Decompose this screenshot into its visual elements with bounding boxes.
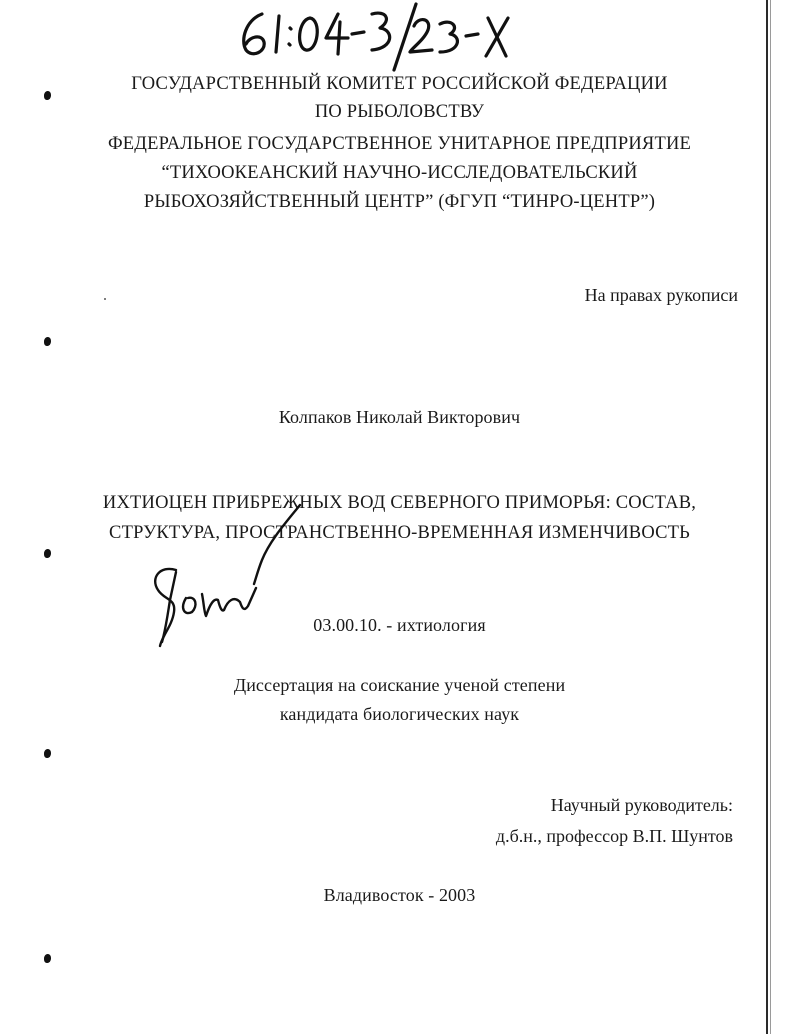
author-name: Колпаков Николай Викторович (278, 407, 521, 427)
supervisor-label: Научный руководитель: (550, 795, 733, 815)
degree-line: кандидата биологических наук (279, 704, 520, 724)
punch-hole-mark (44, 954, 51, 963)
dissertation-title-line: СТРУКТУРА, ПРОСТРАНСТВЕННО-ВРЕМЕННАЯ ИЗМЕНЧИВОСТЬ (109, 523, 690, 543)
header-line: ГОСУДАРСТВЕННЫЙ КОМИТЕТ РОССИЙСКОЙ ФЕДЕРАЦИИ (131, 74, 668, 94)
header-line: РЫБОХОЗЯЙСТВЕННЫЙ ЦЕНТР” (ФГУП “ТИНРО-ЦЕНТР”) (143, 192, 656, 212)
place-year: Владивосток - 2003 (323, 885, 476, 905)
specialty-code: 03.00.10. - ихтиология (313, 615, 486, 635)
supervisor-name: д.б.н., профессор В.П. Шунтов (495, 826, 733, 846)
punch-hole-mark (44, 749, 51, 758)
header-line: ПО РЫБОЛОВСТВУ (314, 102, 485, 122)
manuscript-rights-note: На правах рукописи (584, 285, 738, 305)
dissertation-title-line: ИХТИОЦЕН ПРИБРЕЖНЫХ ВОД СЕВЕРНОГО ПРИМОРЬЯ: СОСТАВ, (102, 493, 697, 513)
header-line: “ТИХООКЕАНСКИЙ НАУЧНО-ИССЛЕДОВАТЕЛЬСКИЙ (161, 163, 638, 183)
header-line: ФЕДЕРАЛЬНОЕ ГОСУДАРСТВЕННОЕ УНИТАРНОЕ ПРЕДПРИЯТИЕ (107, 134, 692, 154)
degree-line: Диссертация на соискание ученой степени (233, 675, 566, 695)
